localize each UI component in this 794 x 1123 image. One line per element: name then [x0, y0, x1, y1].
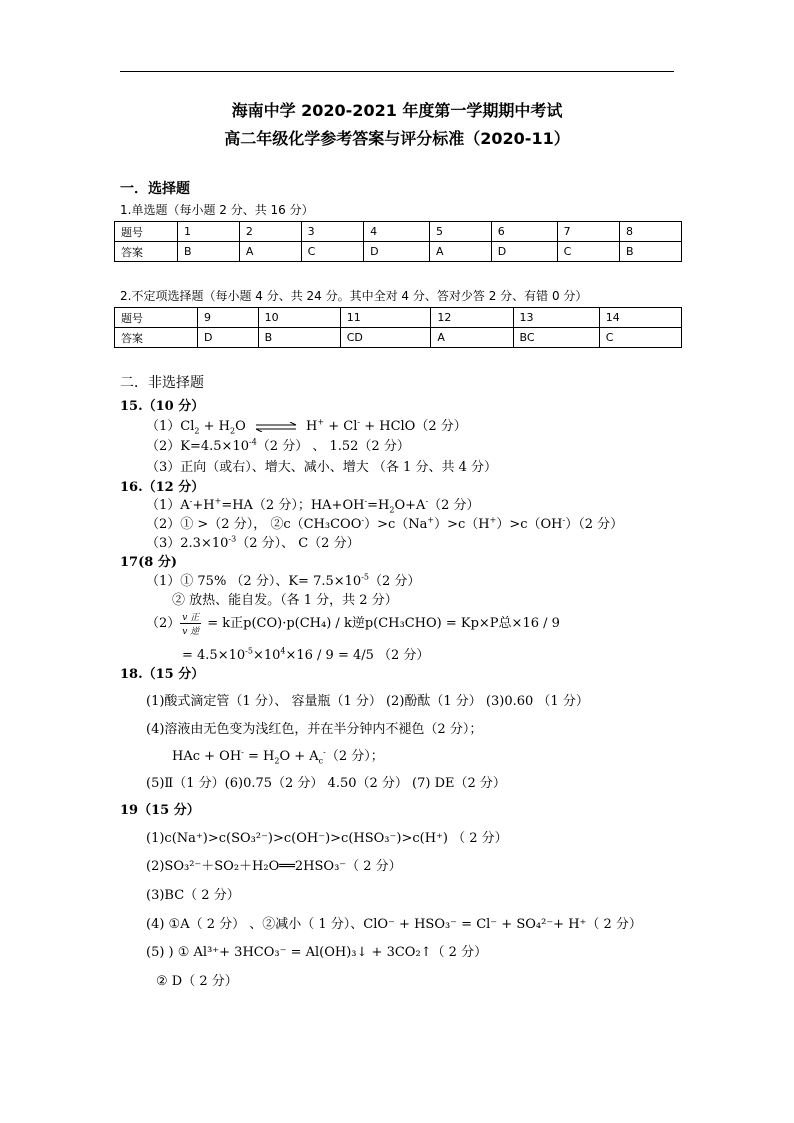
table-cell: C	[599, 328, 681, 348]
row-label: 题号	[115, 308, 198, 328]
table-cell: BC	[513, 328, 599, 348]
page-subtitle: 高二年级化学参考答案与评分标准（2020-11）	[224, 129, 570, 148]
q17-line-3: （2） $\frac{\text{v 正}}{\text{v 逆}}$ = k正p(CO)·p(CH₄) / k逆p(CH₃CHO) = Kp×P总×16 / 9	[146, 610, 560, 637]
row-label: 题号	[115, 222, 178, 242]
table-cell: 5	[429, 222, 491, 242]
table-cell: B	[620, 242, 682, 262]
table-cell: A	[431, 328, 513, 348]
q16-line-2: （2）① >（2 分）， ②c（CH₃COO-）>c（Na+）>c（H+）>c（OH-）（2 分）	[146, 515, 624, 532]
table-cell: 6	[491, 222, 557, 242]
question-19-heading: 19（15 分）	[120, 803, 200, 818]
table-cell: 10	[258, 308, 340, 328]
equilibrium-arrow-icon	[254, 422, 298, 432]
q16-line-1: （1）A-+H+=HA（2 分）；$HA+OH^-=H_2O+A^-(2$ 分）	[146, 496, 480, 515]
single-choice-caption: 1.单选题（每小题 2 分、共 16 分）	[120, 203, 314, 217]
table-row	[115, 308, 682, 328]
table-cell: 7	[557, 222, 619, 242]
q16-line-3: $(3)2.3\times 10^{-3}(2$ 分）、 C（2 分）	[146, 534, 360, 551]
q18-line-3: HAc + $OH^- = H_2O + A_c^-(2$ 分）；	[172, 747, 384, 766]
multi-choice-caption: 2.不定项选择题（每小题 4 分、共 24 分。其中全对 4 分、答对少答 2 分、有错 0 分）	[120, 289, 588, 303]
table-row	[115, 222, 682, 242]
section-heading-nonchoice: 二．非选择题	[120, 375, 204, 391]
table-cell: D	[198, 328, 259, 348]
table-cell: C	[301, 242, 363, 262]
table-cell: 12	[431, 308, 513, 328]
table-cell: B	[178, 242, 240, 262]
row-label: 答案	[115, 328, 198, 348]
multi-choice-table	[114, 307, 682, 348]
question-17-heading: 17(8 分)	[120, 555, 177, 570]
question-15-heading: 15.（10 分）	[120, 399, 205, 414]
table-cell: A	[429, 242, 491, 262]
table-cell: 2	[239, 222, 301, 242]
q19-line-5: (5) ) ① Al³⁺+ 3HCO₃⁻ = Al(OH)₃↓ + 3CO₂↑（ 2 分）	[146, 945, 488, 960]
q17-line-4: = $4.5\times 10^{-5}\times 10^4\times 16 / 9 = 4/5$ （2 分）	[182, 646, 430, 663]
question-18-heading: 18.（15 分）	[120, 667, 205, 682]
section-heading-choice: 一．选择题	[120, 181, 190, 197]
row-label: 答案	[115, 242, 178, 262]
single-choice-table	[114, 221, 682, 262]
q18-line-2: (4)溶液由无色变为浅红色，并在半分钟内不褪色（2 分）；	[146, 722, 483, 737]
q19-line-1: (1)c(Na⁺)>c(SO₃²⁻)>c(OH⁻)>c(HSO₃⁻)>c(H⁺) （ 2 分）	[146, 831, 508, 846]
q17-line-1: （1）① 75% （2 分）、$K= 7.5\times 10^{-5}(2$ 分）	[146, 572, 421, 589]
table-cell: 1	[178, 222, 240, 242]
q19-line-3: (3)BC（ 2 分）	[146, 888, 240, 903]
table-cell: D	[364, 242, 430, 262]
table-cell: 3	[301, 222, 363, 242]
table-cell: 11	[340, 308, 431, 328]
table-row	[115, 328, 682, 348]
table-cell: 13	[513, 308, 599, 328]
q19-line-4: (4) ①A（ 2 分） 、②减小（ 1 分）、ClO⁻ + HSO₃⁻ = Cl⁻ + SO₄²⁻+ H⁺（ 2 分）	[146, 917, 642, 932]
q18-line-1: (1)酸式滴定管（1 分）、 容量瓶（1 分） (2)酚酞（1 分） (3)0.60 （1 分）	[146, 694, 589, 709]
page-title: 海南中学 2020-2021 年度第一学期期中考试	[231, 101, 563, 120]
question-16-heading: 16.（12 分）	[120, 480, 205, 495]
table-cell: C	[557, 242, 619, 262]
table-cell: A	[239, 242, 301, 262]
table-cell: 9	[198, 308, 259, 328]
table-cell: B	[258, 328, 340, 348]
q15-line-3: （3）正向（或右）、增大、减小、增大 （各 1 分、共 4 分）	[146, 460, 497, 475]
q19-line-6: ② D（ 2 分）	[156, 974, 238, 989]
q17-line-2: ② 放热、能自发。（各 1 分，共 2 分）	[172, 593, 398, 608]
q15-line-2: $(2)K=4.5\times 10^{-4}(2$ 分） 、 1.52（2 分）	[146, 437, 410, 454]
q15-line-1: $(1)Cl_2 + H_2O$ H+ + Cl- + HClO（2 分）	[146, 417, 467, 436]
table-cell: 8	[620, 222, 682, 242]
table-cell: 4	[364, 222, 430, 242]
table-cell: 14	[599, 308, 681, 328]
table-cell: D	[491, 242, 557, 262]
rate-ratio-fraction: $\frac{\text{v 正}}{\text{v 逆}}$	[180, 610, 201, 637]
table-cell: CD	[340, 328, 431, 348]
top-rule	[120, 71, 674, 72]
table-row	[115, 242, 682, 262]
q18-line-4: (5)Ⅱ（1 分）(6)0.75（2 分） 4.50（2 分） (7) DE（2 分）	[146, 776, 506, 791]
q19-line-2: (2)SO₃²⁻＋SO₂＋H₂O══2HSO₃⁻（ 2 分）	[146, 859, 402, 874]
